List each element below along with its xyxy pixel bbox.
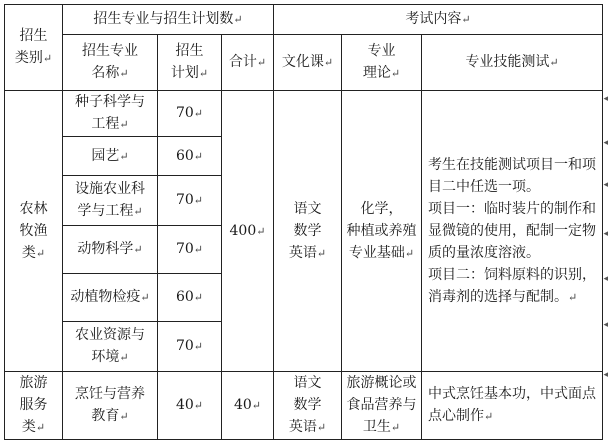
header-category: 招生 类别 ↵ xyxy=(5,5,63,91)
header-total: 合计 ↵ xyxy=(222,35,274,91)
culture-cell: 语文 数学 英语 ↵ xyxy=(274,91,342,372)
major-name-cell: 动物科学 ↵ xyxy=(63,226,158,274)
admission-table xyxy=(4,4,603,440)
table-row xyxy=(5,91,603,137)
plan-cell: 70 ↵ xyxy=(158,176,222,226)
culture-cell: 语文 数学 英语 ↵ xyxy=(274,372,342,440)
skill-cell: 中式烹饪基本功，中式面点点心制作 ↵ xyxy=(422,372,603,440)
skill-cell: 考生在技能测试项目一和项目二中任选一项。 项目一：临时装片的制作和显微镜的使用，配制一定物质的量浓度溶液。 项目二：饲料原料的识别，消毒剂的选择与配制。 ↵ xyxy=(422,91,603,372)
total-cell: 40 ↵ xyxy=(222,372,274,440)
table-row xyxy=(5,372,603,440)
category-cell: 旅游 服务 类 ↵ xyxy=(5,372,63,440)
plan-cell: 40 ↵ xyxy=(158,372,222,440)
plan-cell: 70 ↵ xyxy=(158,322,222,372)
category-cell: 农林 牧渔 类 ↵ xyxy=(5,91,63,372)
major-name-cell: 设施农业科 学与工程 ↵ xyxy=(63,176,158,226)
header-skill-test: 专业技能测试 ↵ xyxy=(422,35,603,91)
major-name-cell: 农业资源与 环境 ↵ xyxy=(63,322,158,372)
header-plan: 招生 计划 ↵ xyxy=(158,35,222,91)
major-name-cell: 种子科学与 工程 ↵ xyxy=(63,91,158,137)
plan-cell: 60 ↵ xyxy=(158,274,222,322)
total-cell: 400 ↵ xyxy=(222,91,274,372)
major-name-cell: 园艺 ↵ xyxy=(63,137,158,176)
header-major-name: 招生专业 名称 ↵ xyxy=(63,35,158,91)
major-name-cell: 动植物检疫 ↵ xyxy=(63,274,158,322)
plan-cell: 70 ↵ xyxy=(158,91,222,137)
theory-cell: 化学， 种植或养殖 专业基础 ↵ xyxy=(342,91,422,372)
header-exam-group: 考试内容 ↵ xyxy=(274,5,603,35)
right-edge-markers: ◂ ◂ ◂ ◂ ◂ ◂ ◂ xyxy=(603,94,608,380)
header-major-theory: 专业 理论 ↵ xyxy=(342,35,422,91)
header-plan-group: 招生专业与招生计划数 ↵ xyxy=(63,5,274,35)
major-name-cell: 烹饪与营养 教育 ↵ xyxy=(63,372,158,440)
plan-cell: 70 ↵ xyxy=(158,226,222,274)
plan-cell: 60 ↵ xyxy=(158,137,222,176)
header-culture: 文化课 ↵ xyxy=(274,35,342,91)
theory-cell: 旅游概论或 食品营养与 卫生 ↵ xyxy=(342,372,422,440)
